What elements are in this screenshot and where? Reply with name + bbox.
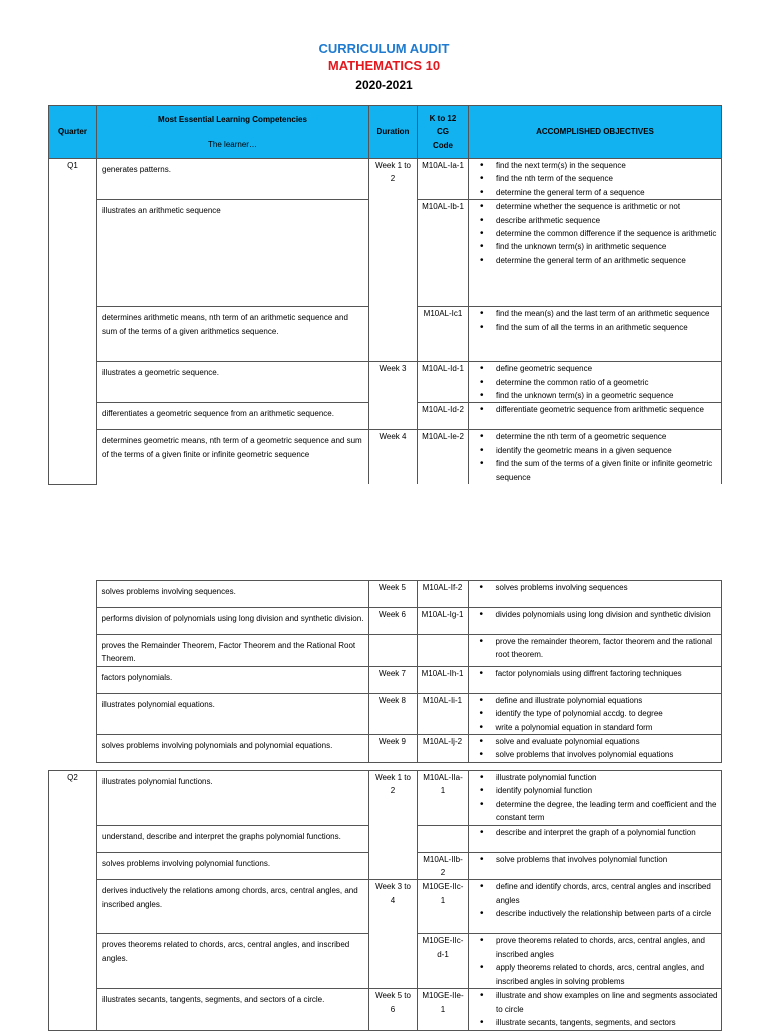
objective-item: • solve and evaluate polynomial equations (475, 735, 718, 748)
duration-cell: Week 6 (368, 608, 417, 635)
objective-item: • apply theorems related to chords, arcs, central angles, and inscribed angles in solving problems (475, 961, 718, 988)
objective-item: • determine the degree, the leading term and coefficient and the constant term (475, 798, 718, 825)
header-objectives: ACCOMPLISHED OBJECTIVES (469, 106, 722, 159)
objectives-list (475, 635, 718, 662)
objective-item: • define and identify chords, arcs, central angles and inscribed angles (475, 880, 718, 907)
objective-item: • solve problems that involves polynomial function (475, 853, 718, 866)
objectives-list (475, 307, 718, 334)
objectives-list (475, 853, 718, 866)
cg-code-cell: M10AL-Ih-1 (417, 666, 468, 693)
competency-cell: generates patterns. (97, 159, 369, 200)
objectives-cell (469, 934, 722, 989)
table-row (48, 735, 721, 763)
competency-cell: solves problems involving sequences. (96, 581, 368, 608)
objectives-list (475, 362, 718, 402)
objectives-cell (469, 362, 722, 403)
table-row (48, 693, 721, 734)
competency-cell: performs division of polynomials using long division and synthetic division. (96, 608, 368, 635)
competency-cell: illustrates an arithmetic sequence (97, 200, 369, 307)
cg-code-cell: M10AL-Id-2 (418, 403, 469, 430)
cg-code-cell: M10AL-IIb-2 (418, 852, 469, 880)
objective-item: • illustrate polynomial function (475, 771, 718, 784)
competency-cell: determines geometric means, nth term of a geometric sequence and sum of the terms of a given finite or infinite geometric sequence (97, 430, 369, 484)
table-row (49, 362, 722, 403)
objectives-list (475, 159, 718, 199)
header-competencies (97, 106, 369, 159)
objective-item: • describe and interpret the graph of a polynomial function (475, 826, 718, 839)
objective-item: • determine the common difference if the sequence is arithmetic (475, 227, 718, 240)
table-row (48, 666, 721, 693)
quarter-cell: Q1 (49, 159, 97, 485)
objectives-cell (469, 825, 722, 852)
duration-cell: Week 3 (369, 362, 418, 430)
header-competencies-line1: Most Essential Learning Competencies (158, 114, 307, 124)
competency-cell: illustrates polynomial functions. (97, 771, 369, 826)
header-competencies-line2: The learner… (208, 140, 257, 149)
school-year: 2020-2021 (355, 78, 413, 92)
objective-item: • differentiate geometric sequence from arithmetic sequence (475, 403, 718, 416)
competency-cell: proves theorems related to chords, arcs, central angles, and inscribed angles. (97, 934, 369, 989)
cg-code-cell: M10GE-IIc-1 (418, 880, 469, 934)
objective-item: • identify the type of polynomial accdg. to degree (475, 707, 718, 720)
curriculum-table-3 (48, 770, 722, 1031)
competency-cell: factors polynomials. (96, 666, 368, 693)
objective-item: • determine whether the sequence is arithmetic or not (475, 200, 718, 213)
competency-cell: differentiates a geometric sequence from an arithmetic sequence. (97, 403, 369, 430)
objective-item: • find the unknown term(s) in arithmetic sequence (475, 240, 718, 253)
duration-cell: Week 5 (368, 581, 417, 608)
objectives-list (475, 403, 718, 416)
objective-item: • find the mean(s) and the last term of an arithmetic sequence (475, 307, 718, 320)
objectives-cell (468, 666, 721, 693)
competency-cell: derives inductively the relations among chords, arcs, central angles, and inscribed angles. (97, 880, 369, 934)
objectives-cell (469, 307, 722, 362)
objective-item: • determine the nth term of a geometric sequence (475, 430, 718, 443)
subject-title: MATHEMATICS 10 (327, 58, 441, 73)
competency-cell: illustrates polynomial equations. (96, 693, 368, 734)
objectives-cell (468, 735, 721, 763)
objective-item: • determine the common ratio of a geometric (475, 376, 718, 389)
competency-cell: proves the Remainder Theorem, Factor Theorem and the Rational Root Theorem. (96, 635, 368, 667)
objectives-list (475, 430, 718, 484)
objectives-list (475, 581, 718, 594)
competency-cell: illustrates a geometric sequence. (97, 362, 369, 403)
cg-code-cell: M10AL-Ii-1 (417, 693, 468, 734)
duration-cell: Week 5 to 6 (369, 989, 418, 1030)
objectives-list (475, 735, 718, 762)
objectives-cell (469, 159, 722, 200)
cg-code-cell: M10AL-Id-1 (418, 362, 469, 403)
table-row (49, 880, 722, 934)
cg-code-cell: M10AL-Ig-1 (417, 608, 468, 635)
duration-cell: Week 1 to 2 (369, 771, 418, 880)
objective-item: • illustrate secants, tangents, segments, and sectors (475, 1016, 718, 1029)
objective-item: • determine the general term of an arithmetic sequence (475, 254, 718, 267)
objective-item: • prove the remainder theorem, factor theorem and the rational root theorem. (475, 635, 718, 662)
competency-cell: determines arithmetic means, nth term of an arithmetic sequence and sum of the terms of a given arithmetics sequence. (97, 307, 369, 362)
objective-item: • factor polynomials using diffrent factoring techniques (475, 667, 718, 680)
competency-cell: illustrates secants, tangents, segments, and sectors of a circle. (97, 989, 369, 1030)
objectives-list (475, 694, 718, 734)
objectives-list (475, 880, 718, 920)
objective-item: • illustrate and show examples on line and segments associated to circle (475, 989, 718, 1016)
objectives-cell (469, 771, 722, 826)
objective-item: • prove theorems related to chords, arcs, central angles, and inscribed angles (475, 934, 718, 961)
objective-item: • solve problems that involves polynomial equations (475, 748, 718, 761)
duration-cell: Week 8 (368, 693, 417, 734)
objectives-cell (468, 693, 721, 734)
objective-item: • find the nth term of the sequence (475, 172, 718, 185)
cg-code-cell: M10AL-Ij-2 (417, 735, 468, 763)
objectives-list (475, 200, 718, 267)
objective-item: • define and illustrate polynomial equations (475, 694, 718, 707)
curriculum-table-2 (48, 580, 722, 763)
objectives-list (475, 608, 718, 621)
objectives-cell (468, 608, 721, 635)
quarter-cell (48, 581, 96, 763)
objectives-cell (469, 852, 722, 880)
cg-code-cell (417, 635, 468, 667)
objective-item: • determine the general term of a sequence (475, 186, 718, 199)
objectives-cell (468, 635, 721, 667)
objectives-list (475, 667, 718, 680)
table-row (49, 159, 722, 200)
duration-cell: Week 7 (368, 666, 417, 693)
objectives-cell (469, 403, 722, 430)
cg-code-cell: M10GE-IIc-d-1 (418, 934, 469, 989)
cg-code-cell: M10AL-If-2 (417, 581, 468, 608)
objective-item: • identify polynomial function (475, 784, 718, 797)
cg-code-cell: M10AL-IIa-1 (418, 771, 469, 826)
duration-cell: Week 1 to 2 (369, 159, 418, 362)
duration-cell: Week 4 (369, 430, 418, 484)
objective-item: • describe arithmetic sequence (475, 214, 718, 227)
objective-item: • find the sum of the terms of a given finite or infinite geometric sequence (475, 457, 718, 484)
objectives-cell (469, 880, 722, 934)
header-duration: Duration (369, 106, 418, 159)
objective-item: • define geometric sequence (475, 362, 718, 375)
curriculum-table-1 (48, 105, 722, 485)
table-row (48, 635, 721, 667)
objective-item: • find the sum of all the terms in an arithmetic sequence (475, 321, 718, 334)
objective-item: • solves problems involving sequences (475, 581, 718, 594)
objectives-cell (469, 200, 722, 307)
objectives-list (475, 934, 718, 988)
cg-code-cell: M10AL-Ic1 (418, 307, 469, 362)
cg-code-cell: M10AL-Ib-1 (418, 200, 469, 307)
objectives-list (475, 771, 718, 825)
header-code: K to 12 CG Code (418, 106, 469, 159)
objectives-cell (469, 430, 722, 484)
objectives-cell (468, 581, 721, 608)
quarter-cell: Q2 (49, 771, 97, 1031)
table-row (48, 581, 721, 608)
objective-item: • find the unknown term(s) in a geometric sequence (475, 389, 718, 402)
table-row (49, 430, 722, 484)
duration-cell: Week 3 to 4 (369, 880, 418, 989)
header-quarter: Quarter (49, 106, 97, 159)
competency-cell: solves problems involving polynomials and polynomial equations. (96, 735, 368, 763)
objective-item: • identify the geometric means in a given sequence (475, 444, 718, 457)
duration-cell (368, 635, 417, 667)
competency-cell: understand, describe and interpret the graphs polynomial functions. (97, 825, 369, 852)
cg-code-cell (418, 825, 469, 852)
objective-item: • find the next term(s) in the sequence (475, 159, 718, 172)
cg-code-cell: M10AL-Ie-2 (418, 430, 469, 484)
objective-item: • write a polynomial equation in standard form (475, 721, 718, 734)
objective-item: • describe inductively the relationship between parts of a circle (475, 907, 718, 920)
cg-code-cell: M10GE-IIe-1 (418, 989, 469, 1030)
table-row (49, 771, 722, 826)
competency-cell: solves problems involving polynomial functions. (97, 852, 369, 880)
duration-cell: Week 9 (368, 735, 417, 763)
objectives-list (475, 826, 718, 839)
document-title: CURRICULUM AUDIT (318, 41, 450, 56)
objective-item: • divides polynomials using long division and synthetic division (475, 608, 718, 621)
table-row (48, 608, 721, 635)
cg-code-cell: M10AL-Ia-1 (418, 159, 469, 200)
